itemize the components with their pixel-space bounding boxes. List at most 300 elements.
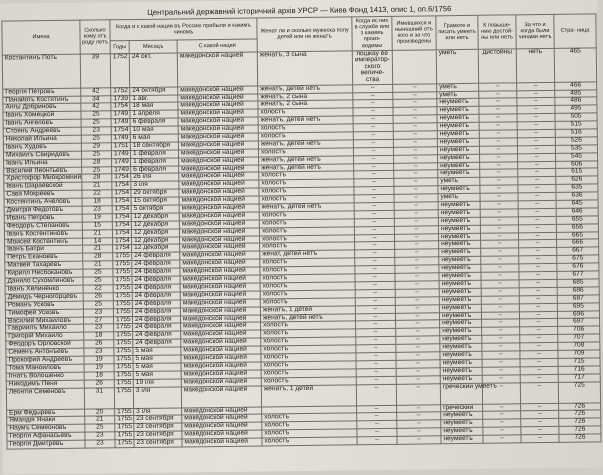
cell-worthy: –: [479, 130, 517, 138]
cell-service-when: –: [356, 344, 396, 352]
cell-nation: македонской нацией: [180, 299, 260, 308]
cell-worthy: –: [483, 419, 521, 427]
cell-month: 19 iля: [133, 379, 181, 387]
cell-name: Iгнатъ Волошенко: [6, 372, 84, 381]
cell-worthy: –: [482, 374, 520, 382]
cell-month: 18 сентября: [130, 142, 178, 150]
cell-service-when: –: [355, 258, 395, 266]
cell-promoted: –: [394, 186, 438, 194]
cell-service-when: –: [357, 429, 397, 437]
cell-page: 666: [557, 239, 599, 247]
cell-nation: македонской нацией: [179, 157, 259, 166]
cell-worthy: –: [479, 98, 517, 106]
cell-age: 25: [85, 424, 115, 432]
cell-page: 697: [558, 318, 600, 326]
cell-worthy: –: [480, 201, 518, 209]
cell-literate: уметь: [438, 193, 480, 201]
cell-literate: неумеетъ: [440, 367, 482, 375]
cell-literate: неумеетъ: [437, 122, 479, 130]
cell-name: Феодоръ Орловской: [6, 340, 84, 349]
cell-month: 24 февраля: [133, 323, 181, 331]
cell-page: 626: [556, 176, 598, 184]
cell-month: 5 мая: [133, 355, 181, 363]
cell-nation: македонской нацией: [178, 101, 258, 110]
cell-worthy: –: [483, 403, 521, 411]
cell-rank: –: [520, 382, 558, 403]
cell-name: Тимофей Усковъ: [5, 309, 83, 318]
cell-rank: –: [520, 374, 558, 382]
cell-service-when: –: [354, 234, 394, 242]
cell-nation: македонской нацией: [182, 414, 262, 423]
cell-year: 1755: [113, 292, 132, 300]
cell-married: женат, детей нетъ: [260, 250, 355, 259]
cell-nation: македонской нацией: [178, 117, 258, 126]
cell-month: 24 февраля: [133, 339, 181, 347]
cell-literate: неумеетъ: [437, 138, 479, 146]
cell-name: Костантинъ Поть: [2, 54, 80, 89]
cell-rank: –: [519, 295, 557, 303]
cell-name: Михаилъ Свиридовъ: [3, 151, 81, 160]
cell-year: 1755: [113, 269, 132, 277]
cell-rank: –: [517, 114, 555, 122]
cell-page: 716: [558, 366, 600, 374]
cell-name: Iванъ Хомецкой: [3, 112, 81, 121]
cell-year: 1754: [113, 245, 132, 253]
cell-literate: уметь: [437, 83, 479, 91]
cell-rank: –: [520, 342, 558, 350]
cell-literate: неумеетъ: [438, 162, 480, 170]
cell-literate: неумеетъ: [439, 264, 481, 272]
cell-age: 25: [81, 111, 111, 119]
cell-year: 1755: [114, 332, 133, 340]
cell-page: 535: [555, 145, 597, 153]
cell-service-when: –: [355, 281, 395, 289]
cell-rank: –: [518, 185, 556, 193]
cell-married: женатъ, детей нетъ: [258, 116, 353, 125]
cell-year: 1754: [112, 198, 131, 206]
cell-nation: македонской нацией: [179, 204, 259, 213]
cell-married: холостъ: [260, 274, 355, 283]
cell-page: 708: [558, 342, 600, 350]
cell-rank: –: [517, 145, 555, 153]
cell-age: 25: [83, 277, 113, 285]
cell-name: Христофор Миокромний: [4, 175, 82, 184]
cell-name: Моисей Костентинъ: [5, 238, 83, 247]
cell-age: 19: [84, 356, 114, 364]
cell-promoted: –: [393, 139, 437, 147]
cell-promoted: –: [396, 344, 440, 352]
cell-name: Ямандiя Янаки: [7, 417, 85, 426]
cell-year: 1754: [112, 182, 131, 190]
cell-rank: –: [517, 129, 555, 137]
cell-promoted: –: [396, 368, 440, 376]
cell-promoted: –: [397, 412, 441, 420]
cell-name: Iванъ Костентиновъ: [4, 230, 82, 239]
cell-literate: неумеетъ: [438, 201, 480, 209]
cell-year: 1749: [111, 119, 130, 127]
cell-year: 1752: [111, 87, 130, 95]
cell-literate: неумеетъ: [437, 115, 479, 123]
cell-month: 29 октября: [131, 189, 179, 197]
cell-rank: –: [518, 232, 556, 240]
cell-married: холостъ: [262, 429, 357, 438]
cell-rank: –: [520, 327, 558, 335]
cell-age: 34: [81, 95, 111, 103]
cell-year: 1755: [115, 416, 134, 424]
cell-literate: уметь: [438, 178, 480, 186]
cell-nation: македонской нацией: [179, 196, 259, 205]
cell-nation: македонской нацией: [180, 259, 260, 268]
cell-page: 526: [555, 137, 597, 145]
cell-age: 21: [82, 229, 112, 237]
cell-literate: неумеетъ: [440, 343, 482, 351]
cell-service-when: –: [357, 436, 397, 444]
cell-service-when: –: [353, 147, 393, 155]
cell-service-when: –: [356, 337, 396, 345]
cell-age: 21: [85, 416, 115, 424]
cell-name: Сава Мокреевъ: [4, 190, 82, 199]
cell-age: 28: [82, 158, 112, 166]
cell-year: 1755: [113, 284, 132, 292]
cell-nation: македонской нацией: [178, 86, 258, 95]
cell-married: холостъ: [260, 242, 355, 251]
cell-worthy: –: [480, 217, 518, 225]
cell-promoted: –: [393, 115, 437, 123]
cell-name: Iванъ Шараевской: [4, 183, 82, 192]
cell-promoted: –: [396, 328, 440, 336]
cell-nation: македонской нацией: [178, 149, 258, 158]
header-year: Годы: [110, 41, 129, 54]
cell-year: 1755: [113, 300, 132, 308]
cell-year: 1755: [115, 432, 134, 440]
cell-name: Iванъ Ангеловъ: [3, 119, 81, 128]
cell-rank: –: [517, 137, 555, 145]
cell-age: 23: [84, 324, 114, 332]
cell-page: 465: [554, 48, 596, 82]
cell-page: 726: [559, 426, 601, 434]
cell-promoted: –: [394, 162, 438, 170]
cell-year: 1755: [115, 408, 134, 416]
cell-worthy: –: [479, 146, 517, 154]
cell-month: 5 октября: [131, 205, 179, 213]
cell-promoted: –: [397, 436, 441, 444]
cell-rank: –: [521, 427, 559, 435]
cell-worthy: –: [480, 161, 518, 169]
cell-rank: –: [519, 256, 557, 264]
cell-year: 1749: [112, 166, 131, 174]
cell-month: 12 декабря: [131, 221, 179, 229]
cell-literate: неумеетъ: [440, 375, 482, 383]
cell-month: 24 февраля: [132, 260, 180, 268]
cell-rank: –: [521, 411, 559, 419]
cell-age: 23: [82, 206, 112, 214]
cell-month: 5 мая: [133, 363, 181, 371]
cell-year: 1755: [114, 387, 133, 408]
cell-married: холостъ: [259, 179, 354, 188]
cell-age: 28: [83, 253, 113, 261]
header-month: Мисацъ: [129, 40, 177, 53]
register-table: [1, 13, 601, 449]
cell-age: 19: [82, 214, 112, 222]
cell-month: 12 декабря: [132, 237, 180, 245]
cell-promoted: –: [394, 233, 438, 241]
cell-page: 685: [557, 279, 599, 287]
cell-age: 25: [81, 151, 111, 159]
cell-promoted: –: [393, 83, 437, 91]
cell-rank: –: [518, 177, 556, 185]
cell-service-when: –: [353, 131, 393, 139]
cell-married: холостъ: [260, 298, 355, 307]
cell-month: 23 сентября: [134, 415, 182, 423]
cell-age: 23: [83, 308, 113, 316]
cell-rank: –: [520, 366, 558, 374]
cell-service-when: –: [355, 242, 395, 250]
cell-page: 726: [559, 418, 601, 426]
cell-service-when: –: [354, 171, 394, 179]
cell-rank: –: [520, 319, 558, 327]
cell-married: холостъ: [259, 234, 354, 243]
cell-married: холостъ: [262, 437, 357, 446]
cell-worthy: –: [479, 90, 517, 98]
cell-service-when: –: [354, 210, 394, 218]
cell-page: 466: [555, 82, 597, 90]
cell-service-when: –: [356, 321, 396, 329]
cell-name: Василий Михаиловъ: [5, 317, 83, 326]
cell-rank: –: [517, 82, 555, 90]
cell-nation: македонской нацией: [181, 385, 261, 407]
cell-page: 707: [558, 334, 600, 342]
cell-month: 24 февраля: [133, 331, 181, 339]
cell-service-when: –: [356, 368, 396, 376]
cell-name: Панайоть Костятинъ: [3, 96, 81, 105]
cell-married: холостъ: [259, 211, 354, 220]
cell-service-when: –: [354, 218, 394, 226]
cell-literate: неумеетъ: [440, 320, 482, 328]
cell-name: Никодимъ Пеня: [6, 380, 84, 389]
cell-rank: –: [518, 216, 556, 224]
cell-nation: македонской нацией: [182, 406, 262, 415]
cell-month: 12 декабря: [131, 213, 179, 221]
cell-page: 667: [557, 247, 599, 255]
cell-rank: –: [519, 271, 557, 279]
cell-worthy: –: [481, 240, 519, 248]
cell-married: холостъ: [259, 219, 354, 228]
header-married: Женат ли и сколько мужеска полу детей или не женатъ: [257, 17, 352, 52]
cell-literate: неумеетъ: [439, 241, 481, 249]
cell-worthy: –: [480, 154, 518, 162]
cell-service-when: –: [355, 273, 395, 281]
cell-age: 21: [83, 261, 113, 269]
cell-rank: –: [517, 90, 555, 98]
cell-month: 1 февраля: [130, 150, 178, 158]
cell-worthy: –: [482, 351, 520, 359]
cell-married: холостъ: [259, 195, 354, 204]
cell-service-when: –: [353, 139, 393, 147]
cell-worthy: –: [482, 335, 520, 343]
cell-promoted: –: [394, 155, 438, 163]
cell-married: холостъ: [258, 132, 353, 141]
cell-nation: македонской нацией: [180, 291, 260, 300]
cell-page: 636: [556, 192, 598, 200]
cell-literate: неумеетъ: [439, 257, 481, 265]
cell-service-when: –: [355, 297, 395, 305]
cell-literate: неумеетъ: [439, 249, 481, 257]
cell-nation: македонской нацией: [181, 362, 261, 371]
cell-service-when: –: [355, 313, 395, 321]
cell-rank: –: [520, 350, 558, 358]
cell-service-when: –: [354, 226, 394, 234]
cell-name: Леонтiя Семеновъ: [6, 388, 84, 410]
cell-name: Григорiй Михаило: [6, 332, 84, 341]
cell-month: 24 окт.: [129, 53, 177, 88]
cell-page: 675: [557, 255, 599, 263]
cell-year: 1754: [112, 190, 131, 198]
header-name: Имена: [2, 20, 80, 55]
cell-rank: –: [518, 208, 556, 216]
cell-page: 486: [555, 97, 597, 105]
header-worthy: К повыше- нию достой- ны или нетъ: [478, 15, 516, 49]
cell-year: 1754: [112, 213, 131, 221]
cell-married: женатъ, детей нетъ: [259, 156, 354, 165]
cell-age: 42: [81, 103, 111, 111]
cell-literate: неумеетъ: [440, 328, 482, 336]
cell-rank: –: [518, 153, 556, 161]
cell-month: 24 февраля: [132, 268, 180, 276]
cell-month: 23 сентября: [134, 431, 182, 439]
cell-literate: неумеетъ: [438, 225, 480, 233]
cell-page: 677: [557, 271, 599, 279]
cell-nation: македонской нацией: [180, 267, 260, 276]
cell-page: 717: [558, 373, 600, 381]
cell-age: 26: [84, 340, 114, 348]
cell-name: Ерм Федыревъ: [7, 409, 85, 418]
cell-married: женатъ, детей нетъ: [258, 140, 353, 149]
cell-nation: македонской нацией: [181, 370, 261, 379]
cell-name: Стоянъ Андреевъ: [3, 127, 81, 136]
cell-worthy: –: [483, 411, 521, 419]
cell-year: 1755: [114, 363, 133, 371]
cell-page: 615: [556, 168, 598, 176]
cell-page: 635: [556, 184, 598, 192]
cell-page: 715: [558, 358, 600, 366]
cell-rank: –: [519, 264, 557, 272]
cell-page: 655: [556, 216, 598, 224]
cell-nation: македонской нацией: [181, 346, 261, 355]
cell-rank: –: [520, 335, 558, 343]
cell-name: Iванъ Хелиненко: [5, 285, 83, 294]
cell-page: 515: [555, 121, 597, 129]
cell-worthy: –: [483, 427, 521, 435]
cell-nation: македонской нацией: [178, 94, 258, 103]
cell-year: 1755: [114, 356, 133, 364]
cell-literate: неумеетъ: [437, 107, 479, 115]
cell-married: женатъ, 1 детей: [260, 305, 355, 314]
cell-year: 1755: [114, 324, 133, 332]
cell-year: 1755: [115, 440, 134, 448]
cell-married: холостъ: [262, 421, 357, 430]
cell-service-when: –: [353, 84, 393, 92]
cell-married: холостъ: [261, 369, 356, 378]
cell-promoted: –: [394, 226, 438, 234]
cell-married: холостъ: [258, 108, 353, 117]
cell-worthy: –: [482, 327, 520, 335]
cell-month: 5 мая: [133, 371, 181, 379]
cell-month: 24 февраля: [132, 308, 180, 316]
cell-page: 696: [557, 310, 599, 318]
cell-page: 676: [557, 263, 599, 271]
cell-promoted: –: [395, 241, 439, 249]
cell-age: 18: [84, 332, 114, 340]
cell-page: 606: [556, 160, 598, 168]
cell-year: 1754: [111, 103, 130, 111]
cell-service-when: –: [354, 187, 394, 195]
cell-age: 23: [84, 348, 114, 356]
cell-service-when: –: [355, 289, 395, 297]
cell-nation: македонской нацией: [180, 275, 260, 284]
cell-nation: македонской нацией: [179, 220, 259, 229]
cell-married: холостъ: [262, 413, 357, 422]
cell-literate: неумеетъ: [437, 146, 479, 154]
cell-page: 695: [557, 302, 599, 310]
cell-year: 1755: [113, 316, 132, 324]
cell-page: 656: [556, 224, 598, 232]
cell-nation: македонской нацией: [179, 212, 259, 221]
cell-promoted: –: [394, 178, 438, 186]
cell-name: Кирилл Несбокановъ: [5, 269, 83, 278]
cell-name: Ангы Добриновъ: [3, 104, 81, 113]
cell-married: холостъ: [260, 282, 355, 291]
cell-name: Феодоръ Степановъ: [4, 222, 82, 231]
cell-rank: –: [519, 311, 557, 319]
cell-age: 25: [81, 135, 111, 143]
cell-promoted: –: [395, 304, 439, 312]
cell-promoted: –: [397, 420, 441, 428]
cell-year: 1755: [113, 308, 132, 316]
cell-year: 1755: [114, 379, 133, 387]
cell-literate: неумеетъ: [438, 209, 480, 217]
cell-nation: македонской нацией: [178, 133, 258, 142]
cell-month: 23 сентября: [134, 423, 182, 431]
cell-married: женатъ, 2 сына: [258, 92, 353, 101]
cell-age: 18: [82, 198, 112, 206]
cell-name: Георгiя Дмитревъ: [7, 440, 85, 449]
cell-nation: македонской нацией: [180, 236, 260, 245]
cell-promoted: –: [395, 312, 439, 320]
cell-worthy: –: [481, 303, 519, 311]
cell-promoted: –: [397, 428, 441, 436]
cell-month: 24 февраля: [132, 300, 180, 308]
cell-month: 6 февраля: [131, 166, 179, 174]
cell-promoted: –: [396, 336, 440, 344]
cell-month: 24 февраля: [132, 284, 180, 292]
cell-age: 21: [82, 182, 112, 190]
cell-age: 21: [83, 245, 113, 253]
cell-age: 31: [84, 387, 114, 408]
cell-worthy: –: [480, 193, 518, 201]
cell-worthy: –: [481, 280, 519, 288]
cell-nation: македонской нацией: [178, 141, 258, 150]
cell-month: 3 iля: [133, 386, 181, 408]
cell-nation: македонской нацией: [179, 188, 259, 197]
cell-age: 27: [83, 316, 113, 324]
cell-married: холостъ: [261, 337, 356, 346]
cell-nation: македонской нацией: [181, 338, 261, 347]
cell-service-when: –: [354, 179, 394, 187]
cell-rank: –: [521, 419, 559, 427]
cell-age: 19: [84, 364, 114, 372]
cell-nation: македонской нацией: [180, 243, 260, 252]
cell-worthy: –: [481, 288, 519, 296]
